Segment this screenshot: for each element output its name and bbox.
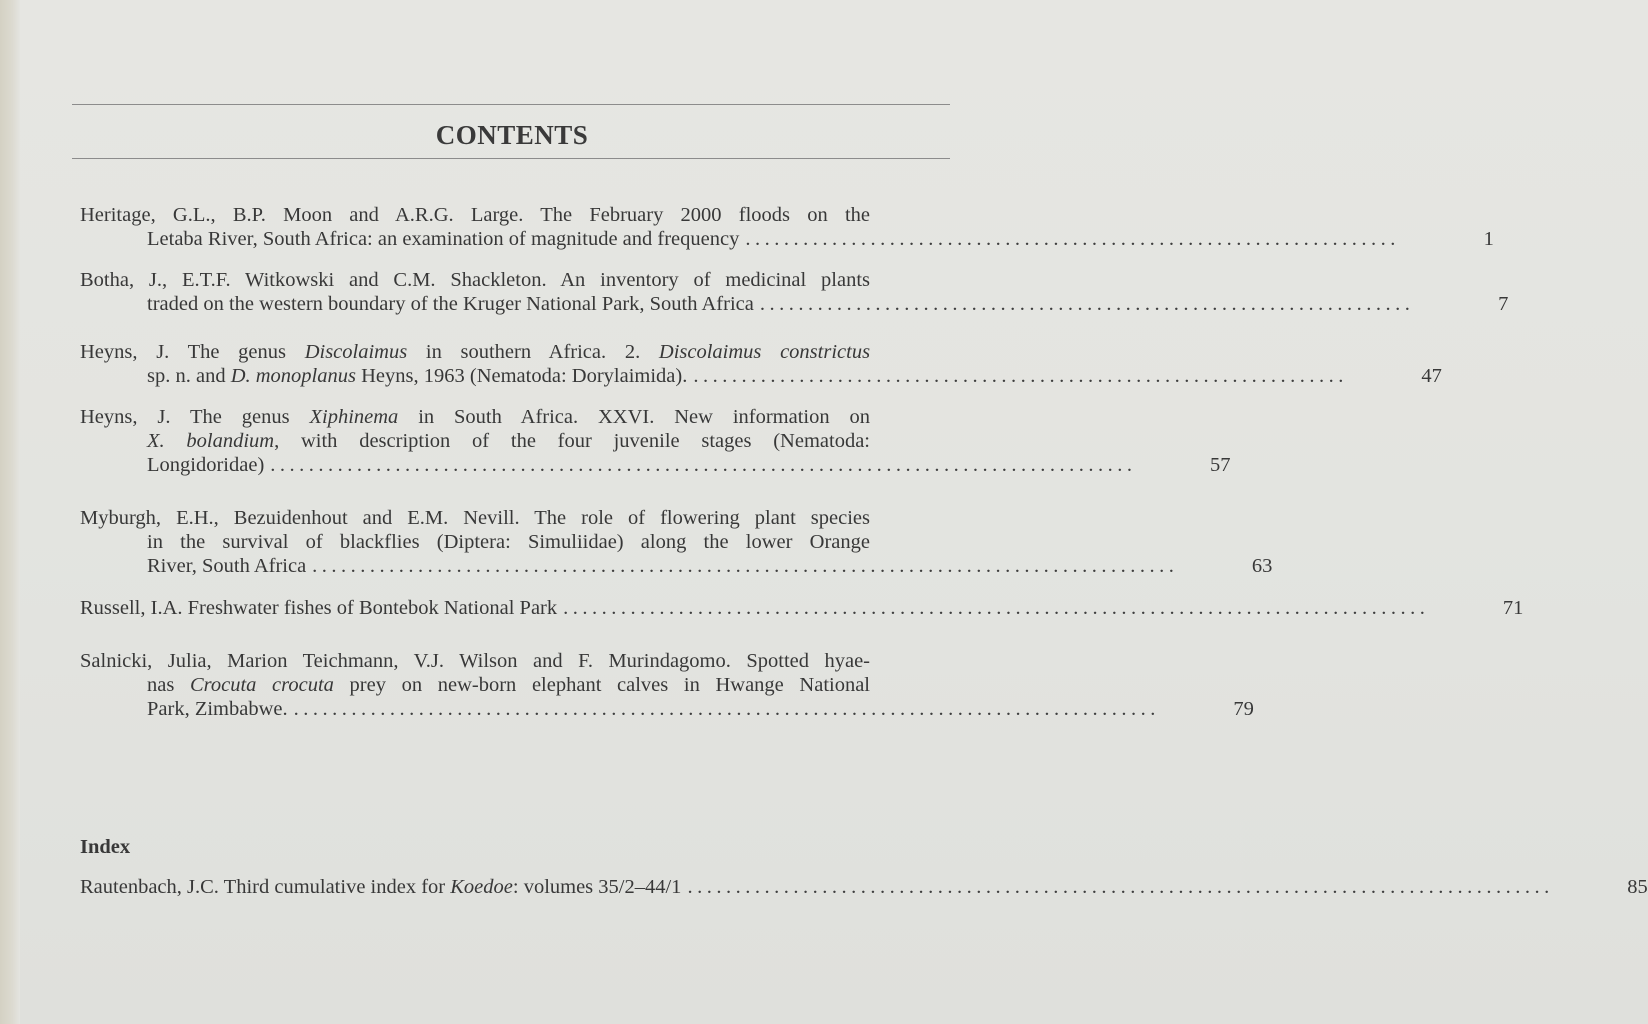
entry-line: Salnicki, Julia, Marion Teichmann, V.J. Wilson and F. Murindagomo. Spotted hyae-	[80, 650, 870, 672]
entry-line: X. bolandium, with description of the four juvenile stages (Nematoda:	[147, 430, 870, 452]
entry-line	[80, 227, 1494, 251]
title-rule	[72, 158, 950, 159]
page-number: 63	[1251, 555, 1273, 577]
leader-dots: ..........................................................................................	[563, 597, 1430, 619]
toc-entry-myburgh	[80, 506, 1273, 578]
entry-line: Botha, J., E.T.F. Witkowski and C.M. Shackleton. An inventory of medicinal plants	[80, 269, 870, 291]
toc-entry-heritage	[80, 203, 1494, 251]
entry-line: Heyns, J. The genus Discolaimus in southern Africa. 2. Discolaimus constrictus	[80, 341, 871, 363]
page-number: 79	[1233, 698, 1254, 720]
page-title: CONTENTS	[435, 120, 589, 150]
toc-entry-heyns-xiphinema	[80, 405, 1231, 477]
entry-line	[80, 697, 1254, 721]
entry-line: Heritage, G.L., B.P. Moon and A.R.G. Large. The February 2000 floods on the	[80, 204, 870, 226]
leader-dots: ..........................................................................................	[312, 555, 1179, 577]
leader-dots: ....................................................................	[759, 293, 1415, 315]
leader-dots: ..........................................................................................	[687, 876, 1554, 898]
page-number: 7	[1498, 293, 1509, 315]
entry-line: Myburgh, E.H., Bezuidenhout and E.M. Nevill. The role of flowering plant species	[80, 507, 870, 529]
page-edge	[0, 0, 20, 1024]
entry-line: in the survival of blackflies (Diptera: Simuliidae) along the lower Orange	[147, 531, 870, 553]
page-number: 1	[1483, 228, 1494, 250]
entry-text: Letaba River, South Africa: an examination of magnitude and frequency	[147, 228, 740, 250]
page-number: 71	[1502, 597, 1524, 619]
top-rule	[72, 104, 950, 105]
entry-text: Park, Zimbabwe.	[147, 698, 288, 720]
entry-line	[80, 596, 1524, 620]
entry-line	[80, 875, 1648, 899]
page-number: 85	[1627, 876, 1648, 898]
entry-text: sp. n. and D. monoplanus Heyns, 1963 (Nematoda: Dorylaimida).	[147, 365, 688, 387]
leader-dots: ..........................................................................................	[293, 698, 1160, 720]
page-number: 57	[1210, 454, 1231, 476]
toc-entry-russell	[80, 596, 1524, 620]
entry-text: Russell, I.A. Freshwater fishes of Bontebok National Park	[80, 597, 558, 619]
toc-entry-index	[80, 875, 1648, 899]
toc-entry-heyns-discolaimus	[80, 340, 1442, 388]
toc-entry-salnicki	[80, 649, 1254, 721]
entry-line	[80, 292, 1509, 316]
entry-text: River, South Africa	[147, 555, 307, 577]
entry-line	[80, 364, 1442, 388]
entry-text: Longidoridae)	[147, 454, 265, 476]
page-number: 47	[1421, 365, 1442, 387]
entry-line	[80, 554, 1273, 578]
entry-text: Rautenbach, J.C. Third cumulative index for Koedoe: volumes 35/2–44/1	[80, 876, 682, 898]
entry-line: nas Crocuta crocuta prey on new-born elephant calves in Hwange National	[147, 674, 871, 696]
toc-entry-botha	[80, 268, 1509, 316]
leader-dots: ....................................................................	[745, 228, 1400, 250]
entry-line: Heyns, J. The genus Xiphinema in South Africa. XXVI. New information on	[80, 406, 871, 428]
index-heading: Index	[80, 836, 131, 858]
entry-text: traded on the western boundary of the Kruger National Park, South Africa	[147, 293, 754, 315]
leader-dots: ..........................................................................................	[270, 454, 1137, 476]
entry-line	[80, 453, 1231, 477]
leader-dots: ....................................................................	[693, 365, 1348, 387]
